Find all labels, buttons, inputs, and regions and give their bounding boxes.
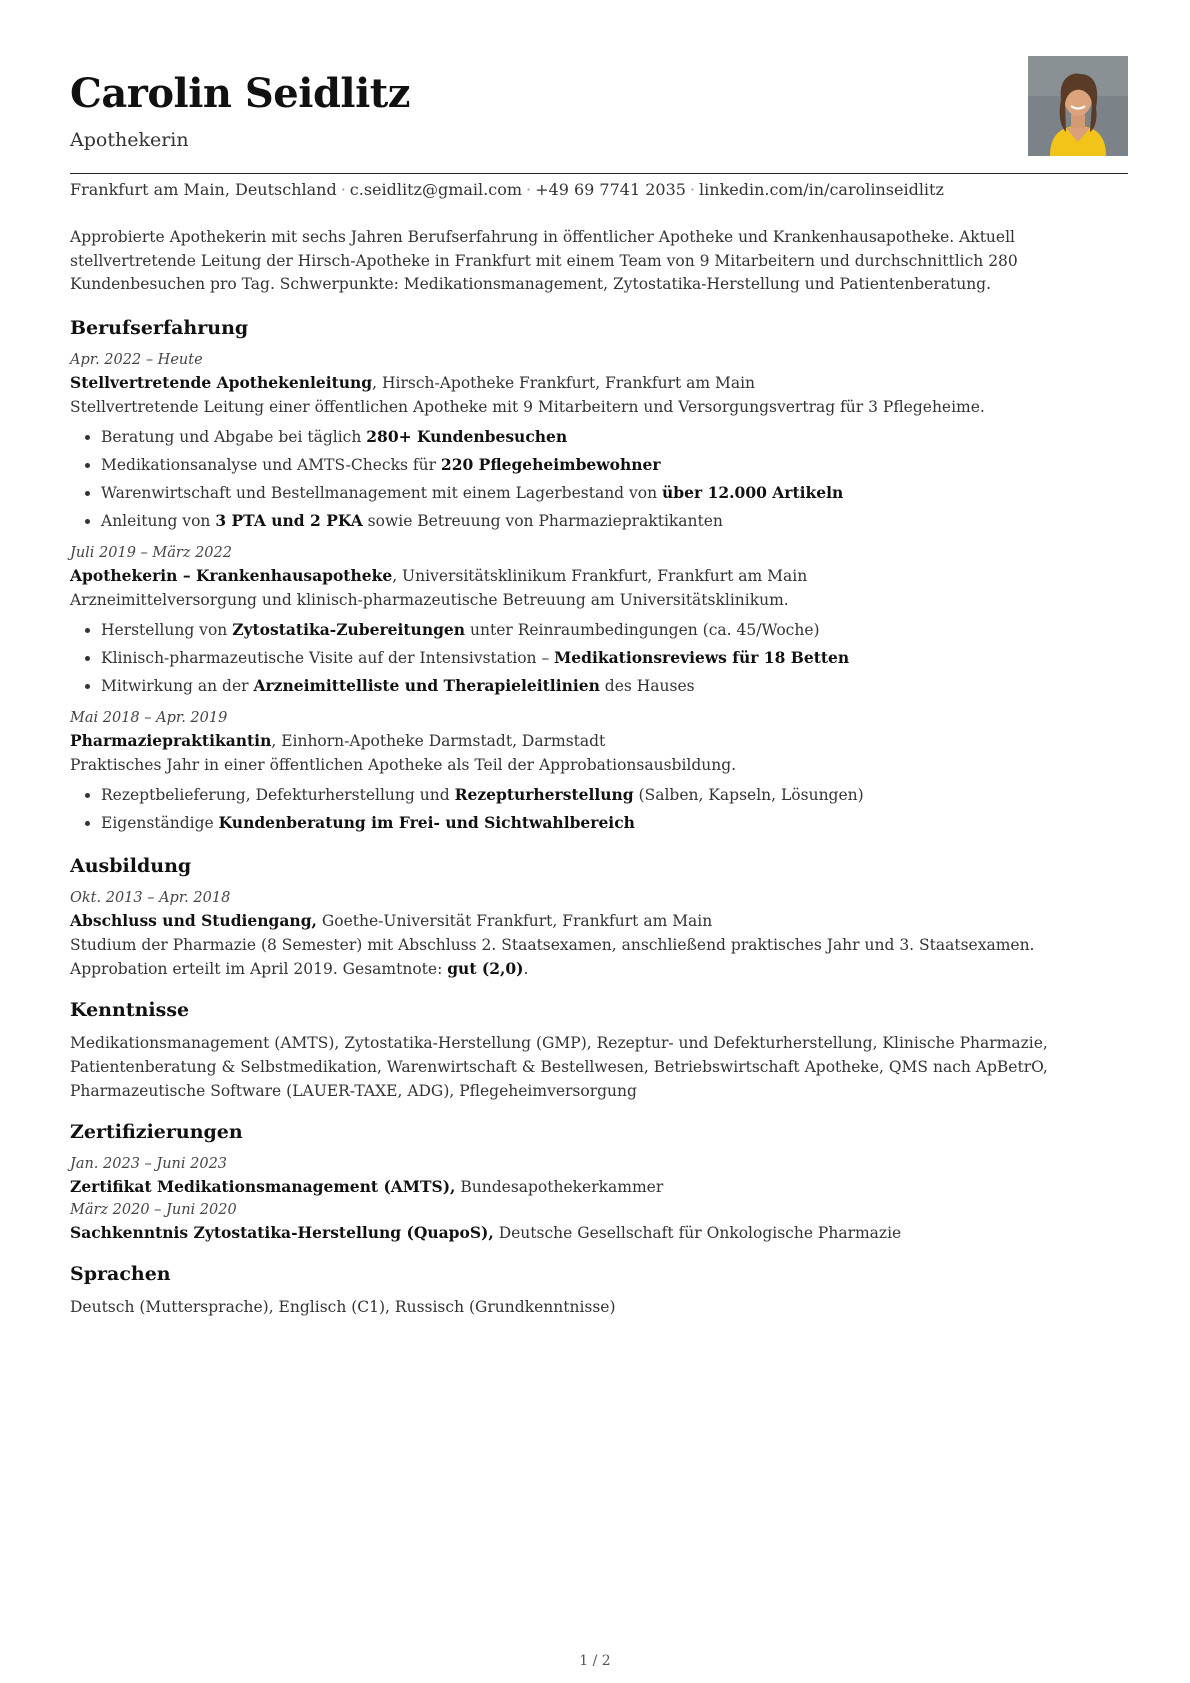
page-number: 1 / 2 <box>579 1653 611 1669</box>
bullet-item <box>101 507 1128 535</box>
profile-photo <box>1028 56 1128 156</box>
education-section <box>70 854 1128 981</box>
certifications-section <box>70 1120 1128 1245</box>
job-organization: , Einhorn-Apotheke Darmstadt, Darmstadt <box>271 731 606 750</box>
bullet-text: Beratung und Abgabe bei täglich <box>101 427 367 446</box>
contact-separator: · <box>340 180 346 199</box>
job-bullets <box>70 423 1128 535</box>
certification-line <box>70 1221 1128 1245</box>
job-description: Praktisches Jahr in einer öffentlichen Apotheke als Teil der Approbationsausbildung. <box>70 755 737 774</box>
certification-date: Jan. 2023 – Juni 2023 <box>70 1155 228 1172</box>
certification-date: März 2020 – Juni 2020 <box>70 1201 237 1218</box>
header-divider <box>70 173 1128 174</box>
experience-section <box>70 316 1128 837</box>
section-heading-certifications: Zertifizierungen <box>70 1120 243 1143</box>
certification-name: Sachkenntnis Zytostatika-Herstellung (QuapoS), <box>70 1222 494 1242</box>
certification-name: Zertifikat Medikationsmanagement (AMTS), <box>70 1176 456 1196</box>
contact-location: Frankfurt am Main, Deutschland <box>70 180 337 199</box>
job-entry <box>70 707 1128 837</box>
bullet-item <box>101 644 1128 672</box>
bullet-text: Medikationsanalyse und AMTS-Checks für <box>101 455 441 474</box>
job-organization: , Hirsch-Apotheke Frankfurt, Frankfurt am Main <box>372 373 756 392</box>
education-title-line <box>70 909 1128 933</box>
job-date: Apr. 2022 – Heute <box>70 351 203 368</box>
education-desc-text: Studium der Pharmazie (8 Semester) mit Abschluss 2. Staatsexamen, anschließend praktisches Jahr und 3. Staatsexamen. Approbation erteilt im April 2019. Gesamtnote: <box>70 935 1035 978</box>
bullet-highlight: über 12.000 Artikeln <box>662 482 844 502</box>
job-title-line <box>70 564 1128 588</box>
bullet-text: Anleitung von <box>101 511 216 530</box>
bullet-item <box>101 672 1128 700</box>
languages-text: Deutsch (Muttersprache), Englisch (C1), Russisch (Grundkenntnisse) <box>70 1297 616 1316</box>
bullet-item <box>101 451 1128 479</box>
education-desc-text: . <box>523 959 529 978</box>
bullet-highlight: Rezepturherstellung <box>454 784 634 804</box>
education-grade: gut (2,0) <box>447 958 524 978</box>
bullet-text: Mitwirkung an der <box>101 676 254 695</box>
job-bullets <box>70 781 1128 837</box>
bullet-text: Eigenständige <box>101 813 219 832</box>
job-description: Arzneimittelversorgung und klinisch-pharmazeutische Betreuung am Universitätsklinikum. <box>70 590 789 609</box>
certification-issuer: Bundesapothekerkammer <box>455 1177 664 1196</box>
bullet-item <box>101 809 1128 837</box>
contact-phone: +49 69 7741 2035 <box>535 180 686 199</box>
portrait-image <box>1028 56 1128 156</box>
contact-separator: · <box>689 180 696 199</box>
bullet-text: Herstellung von <box>101 620 233 639</box>
bullet-text: Rezeptbelieferung, Defekturherstellung und <box>101 785 455 804</box>
job-date: Mai 2018 – Apr. 2019 <box>70 709 228 726</box>
candidate-title: Apothekerin <box>70 129 189 151</box>
bullet-highlight: Medikationsreviews für 18 Betten <box>554 647 850 667</box>
job-position: Stellvertretende Apothekenleitung <box>70 372 373 392</box>
bullet-highlight: 220 Pflegeheimbewohner <box>440 454 661 474</box>
bullet-item <box>101 616 1128 644</box>
bullet-highlight: Arzneimittelliste und Therapieleitlinien <box>253 675 600 695</box>
job-title-line <box>70 371 1128 395</box>
skills-section <box>70 998 1128 1103</box>
bullet-highlight: 280+ Kundenbesuchen <box>366 426 568 446</box>
certification-issuer: Deutsche Gesellschaft für Onkologische Pharmazie <box>493 1223 902 1242</box>
job-bullets <box>70 616 1128 700</box>
bullet-item <box>101 423 1128 451</box>
job-entry <box>70 349 1128 535</box>
education-date: Okt. 2013 – Apr. 2018 <box>70 889 231 906</box>
contact-line <box>70 180 944 199</box>
education-degree: Abschluss und Studiengang, <box>70 910 317 930</box>
section-heading-experience: Berufserfahrung <box>70 316 249 339</box>
job-organization: , Universitätsklinikum Frankfurt, Frankfurt am Main <box>392 566 808 585</box>
bullet-highlight: Zytostatika-Zubereitungen <box>232 619 466 639</box>
job-description: Stellvertretende Leitung einer öffentlichen Apotheke mit 9 Mitarbeitern und Versorgungsvertrag für 3 Pflegeheime. <box>70 397 985 416</box>
job-title-line <box>70 729 1128 753</box>
bullet-highlight: Kundenberatung im Frei- und Sichtwahlbereich <box>218 812 635 832</box>
job-position: Apothekerin – Krankenhausapotheke <box>70 565 393 585</box>
education-institution: Goethe-Universität Frankfurt, Frankfurt am Main <box>316 911 713 930</box>
bullet-text: unter Reinraumbedingungen (ca. 45/Woche) <box>465 620 820 639</box>
candidate-name: Carolin Seidlitz <box>70 70 410 117</box>
job-position: Pharmaziepraktikantin <box>70 730 272 750</box>
resume-content <box>70 226 1128 1336</box>
bullet-text: Klinisch-pharmazeutische Visite auf der Intensivstation – <box>101 648 555 667</box>
job-entry <box>70 542 1128 700</box>
contact-linkedin[interactable]: linkedin.com/in/carolinseidlitz <box>699 180 944 199</box>
bullet-item <box>101 781 1128 809</box>
bullet-item <box>101 479 1128 507</box>
section-heading-education: Ausbildung <box>70 854 192 877</box>
certification-line <box>70 1175 1128 1199</box>
bullet-text: sowie Betreuung von Pharmaziepraktikanten <box>362 511 723 530</box>
bullet-text: des Hauses <box>599 676 695 695</box>
profile-summary: Approbierte Apothekerin mit sechs Jahren Berufserfahrung in öffentlicher Apotheke und Krankenhausapotheke. Aktuell stellvertretende Leitung der Hirsch-Apotheke in Frankfurt mit einem Team von 9 Mitarbeitern und durchschnittlich 280 Kundenbesuchen pro Tag. Schwerpunkte: Medikationsmanagement, Zytostatika-Herstellung und Patientenberatung. <box>70 228 1018 293</box>
contact-separator: · <box>526 180 532 199</box>
bullet-text: Warenwirtschaft und Bestellmanagement mit einem Lagerbestand von <box>101 483 663 502</box>
section-heading-languages: Sprachen <box>70 1262 171 1285</box>
resume-page <box>70 0 1128 1683</box>
education-description <box>70 933 1128 981</box>
languages-section <box>70 1262 1128 1319</box>
contact-email[interactable]: c.seidlitz@gmail.com <box>349 180 523 199</box>
skills-text: Medikationsmanagement (AMTS), Zytostatika-Herstellung (GMP), Rezeptur- und Defekturherstellung, Klinische Pharmazie, Patientenberatung & Selbstmedikation, Warenwirtschaft & Bestellwesen, Betriebswirtschaft Apotheke, QMS nach ApBetrO, Pharmazeutische Software (LAUER-TAXE, ADG), Pflegeheimversorgung <box>70 1033 1048 1100</box>
bullet-highlight: 3 PTA und 2 PKA <box>215 510 363 530</box>
section-heading-skills: Kenntnisse <box>70 998 190 1021</box>
job-date: Juli 2019 – März 2022 <box>70 544 232 561</box>
bullet-text: (Salben, Kapseln, Lösungen) <box>633 785 864 804</box>
